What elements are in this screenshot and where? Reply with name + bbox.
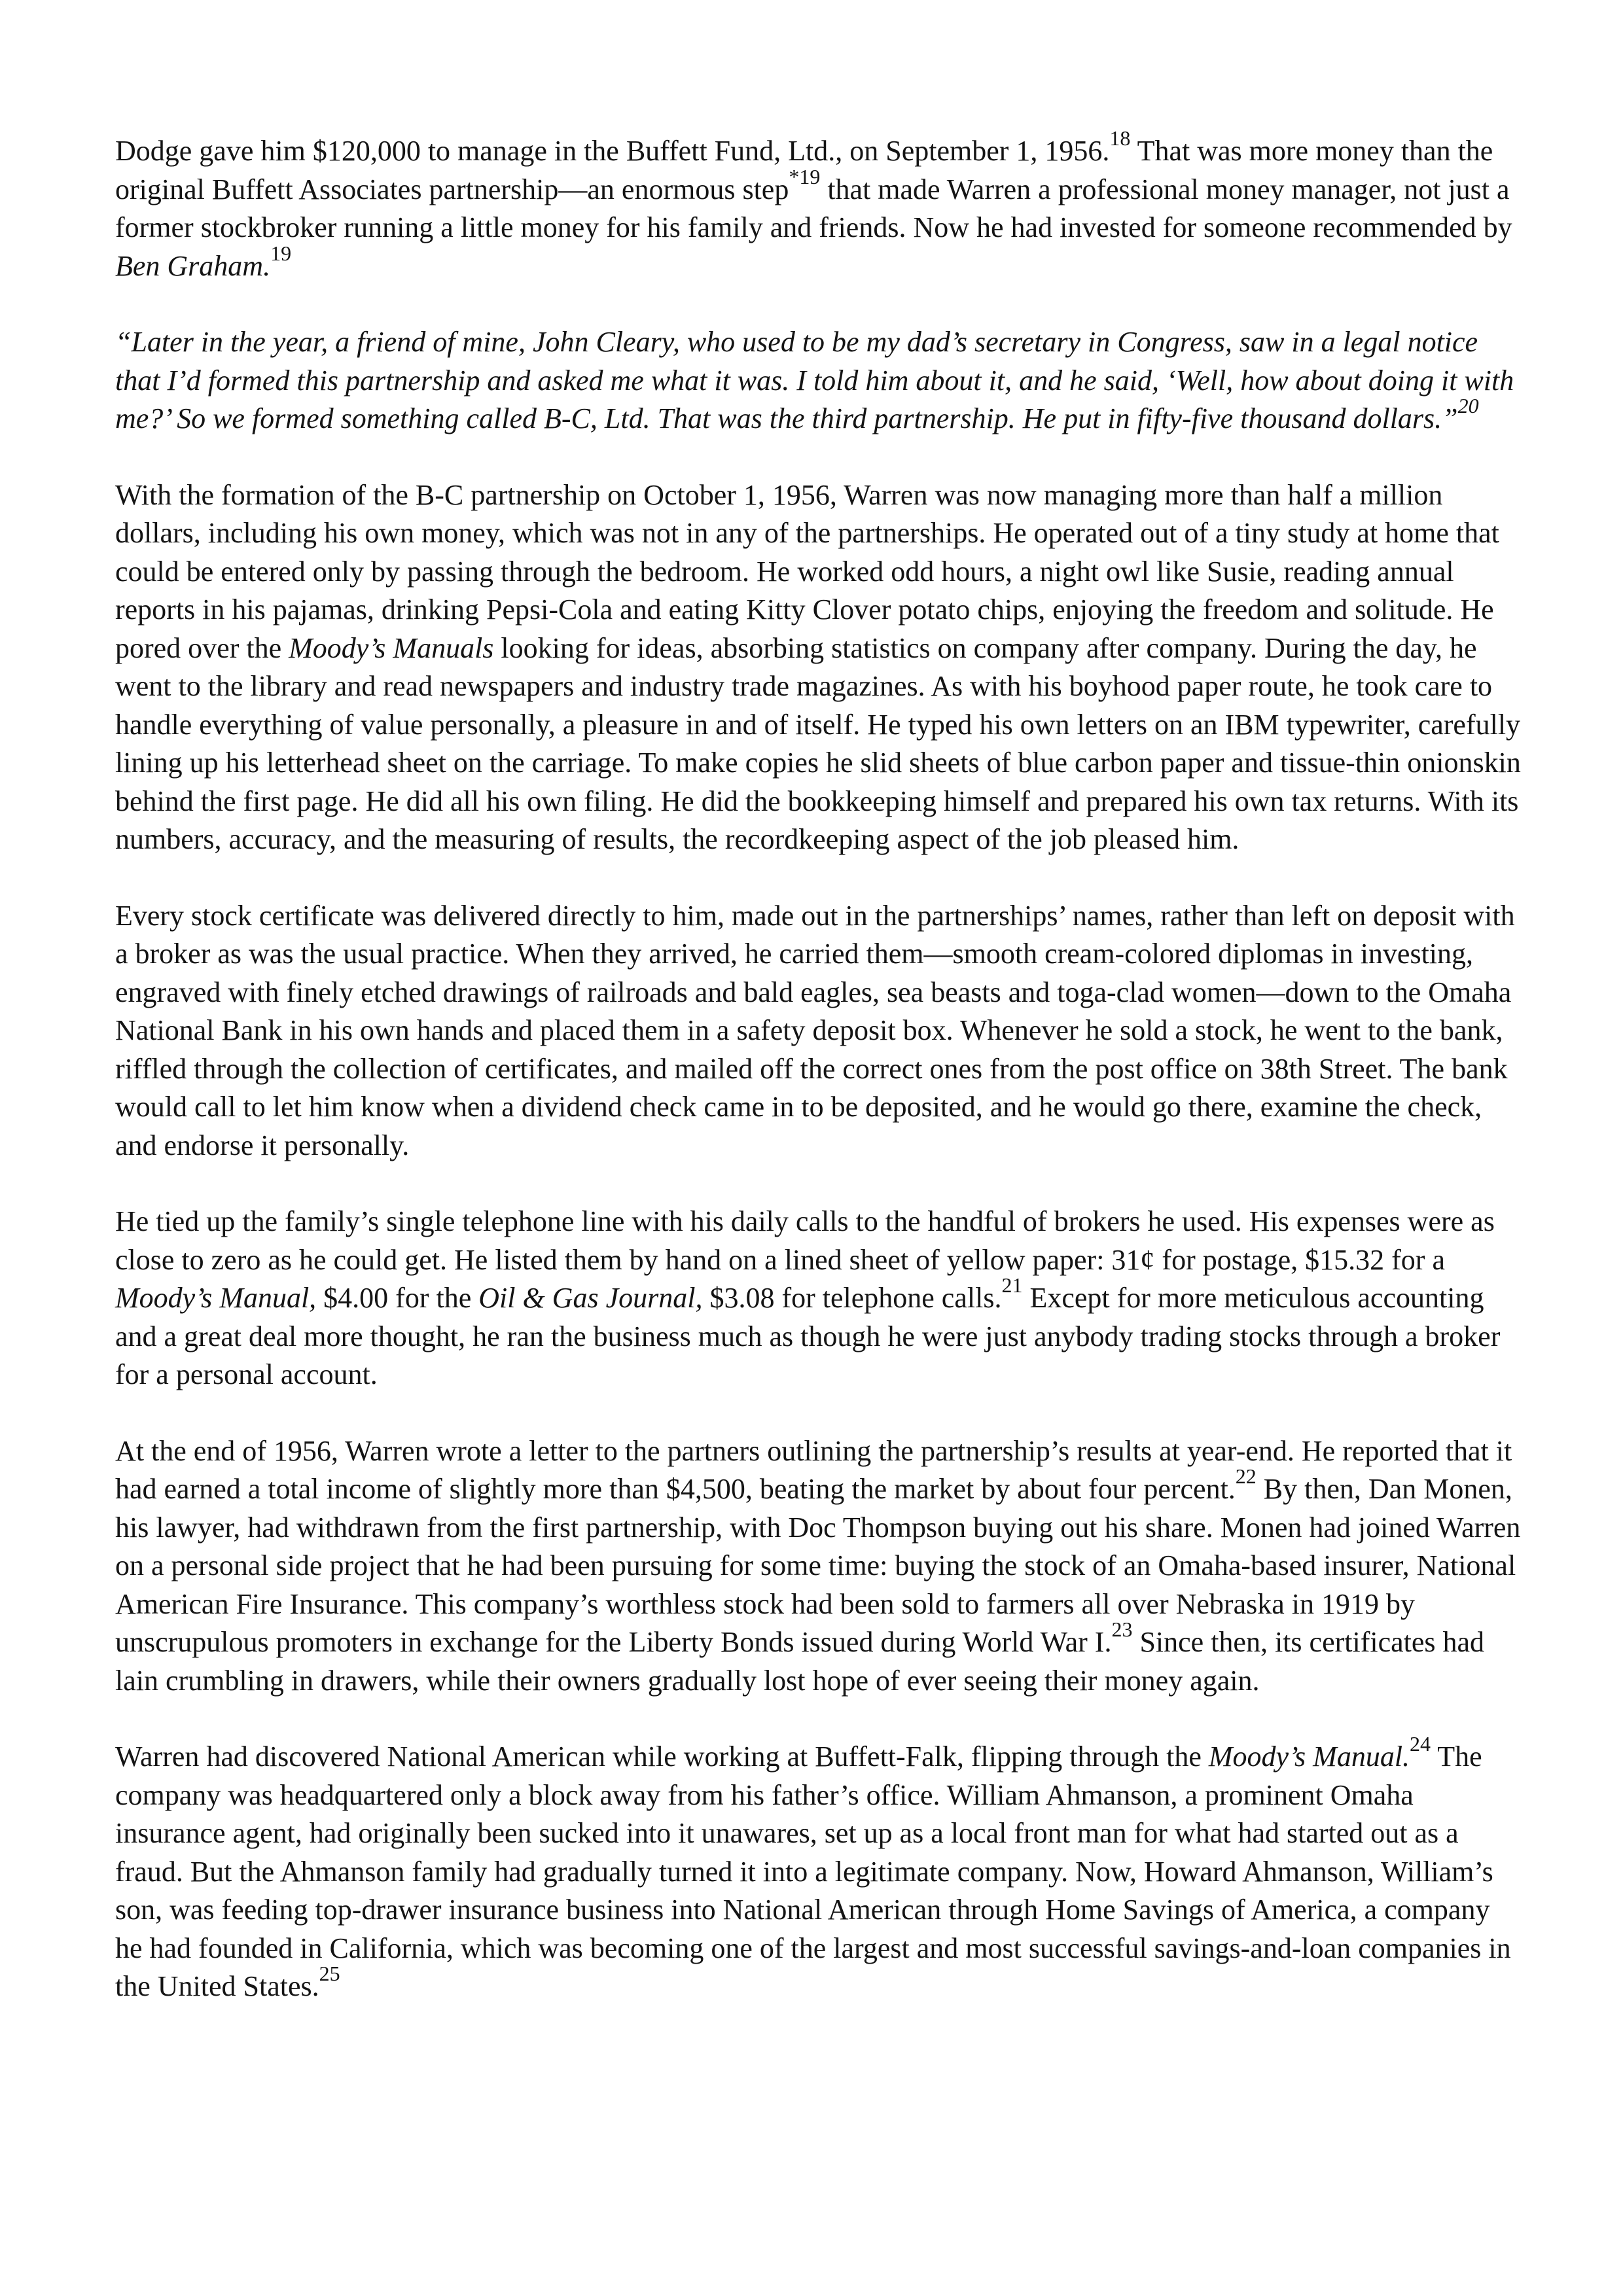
footnote-ref-25: 25	[319, 1961, 340, 1985]
footnote-ref-21: 21	[1001, 1273, 1023, 1297]
italic-run: Moody’s Manual,	[115, 1282, 317, 1314]
quote-paragraph	[115, 323, 1522, 438]
text-run: By then, Dan Monen, his lawyer, had withdrawn from the first partnership, with Doc Thompson buying out his share. Monen had joined Warren on a personal side project that he had been pursuing for some time: buying the stock of an Omaha-based insurer, National American Fire Insurance. This company’s worthless stock had been sold to farmers all over Nebraska in 1919 by unscrupulous promoters in exchange for the Liberty Bonds issued during World War I.	[115, 1473, 1521, 1658]
paragraph-7	[115, 1731, 1522, 2006]
text-run: that made Warren a professional money manager, not just a former stockbroker running a little money for his family and friends. Now he had invested for someone recommended by	[115, 173, 1512, 243]
footnote-ref-19-star: *19	[789, 164, 821, 188]
footnote-ref-22: 22	[1235, 1464, 1257, 1488]
text-run: Dodge gave him $120,000 to manage in the Buffett Fund, Ltd., on September 1, 1956.	[115, 135, 1110, 167]
text-run: looking for ideas, absorbing statistics on company after company. During the day, he went to the library and read newspapers and industry trade magazines. As with his boyhood paper route, he took care to handle everything of value personally, a pleasure in and of itself. He typed his own letters on an IBM typewriter, carefully lining up his letterhead sheet on the carriage. To make copies he slid sheets of blue carbon paper and tissue-thin onionskin behind the first page. He did all his own filing. He did the bookkeeping himself and prepared his own tax returns. With its numbers, accuracy, and the measuring of results, the recordkeeping aspect of the job pleased him.	[115, 631, 1521, 855]
text-run: That was more money than the original Buffett Associates partnership—an enormous step	[115, 135, 1493, 205]
text-run: $4.00 for the	[316, 1282, 479, 1314]
footnote-ref-18: 18	[1109, 126, 1131, 150]
text-run: Since then, its certificates had lain crumbling in drawers, while their owners gradually lost hope of ever seeing their money again.	[115, 1626, 1485, 1697]
footnote-ref-24: 24	[1410, 1731, 1431, 1756]
text-run: Except for more meticulous accounting and a great deal more thought, he ran the business much as though he were just anybody trading stocks through a broker for a personal account.	[115, 1282, 1501, 1390]
paragraph-6	[115, 1432, 1522, 1701]
text-run: $3.08 for telephone calls.	[702, 1282, 1002, 1314]
text-run: Warren had discovered National American while working at Buffett-Falk, flipping through the	[115, 1740, 1209, 1773]
text-run: With the formation of the B-C partnership on October 1, 1956, Warren was now managing more than half a million dollars, including his own money, which was not in any of the partnerships. He operated out of a tiny study at home that could be entered only by passing through the bedroom. He worked odd hours, a night owl like Susie, reading annual reports in his pajamas, drinking Pepsi-Cola and eating Kitty Clover potato chips, enjoying the freedom and solitude. He pored over the	[115, 478, 1499, 664]
paragraph-5	[115, 1203, 1522, 1394]
text-run: Every stock certificate was delivered directly to him, made out in the partnerships’ names, rather than left on deposit with a broker as was the usual practice. When they arrived, he carried them—smooth cream-colored diplomas in investing, engraved with finely etched drawings of railroads and bald eagles, sea beasts and toga-clad women—down to the Omaha National Bank in his own hands and placed them in a safety deposit box. Whenever he sold a stock, he went to the bank, riffled through the collection of certificates, and mailed off the correct ones from the post office on 38th Street. The bank would call to let him know when a dividend check came in to be deposited, and he would go there, examine the check, and endorse it personally.	[115, 899, 1515, 1161]
paragraph-3	[115, 476, 1522, 859]
paragraph-4	[115, 897, 1522, 1165]
text-run: At the end of 1956, Warren wrote a letter to the partners outlining the partnership’s results at year-end. He reported that it had earned a total income of slightly more than $4,500, beating the market by about four percent.	[115, 1434, 1512, 1505]
footnote-ref-20: 20	[1457, 393, 1479, 417]
italic-run: Moody’s Manual.	[1208, 1740, 1410, 1773]
footnote-ref-23: 23	[1111, 1617, 1133, 1641]
paragraph-1	[115, 126, 1522, 285]
italic-run: Moody’s Manuals	[289, 631, 494, 664]
quote-text: “Later in the year, a friend of mine, John Cleary, who used to be my dad’s secretary in Congress, saw in a legal notice that I’d formed this partnership and asked me what it was. I told him about it, and he said, ‘Well, how about doing it with me?’ So we formed something called B-C, Ltd. That was the third partnership. He put in fifty-five thousand dollars.”	[115, 326, 1514, 434]
text-run: The company was headquartered only a block away from his father’s office. William Ahmanson, a prominent Omaha insurance agent, had originally been sucked into it unawares, set up as a local front man for what had started out as a fraud. But the Ahmanson family had gradually turned it into a legitimate company. Now, Howard Ahmanson, William’s son, was feeding top-drawer insurance business into National American through Home Savings of America, a company he had founded in California, which was becoming one of the largest and most successful savings-and-loan companies in the United States.	[115, 1740, 1511, 2002]
italic-run: Oil & Gas Journal,	[478, 1282, 703, 1314]
document-page	[115, 126, 1522, 2006]
footnote-ref-19: 19	[270, 241, 292, 265]
italic-run: Ben Graham.	[115, 249, 271, 282]
text-run: He tied up the family’s single telephone line with his daily calls to the handful of brokers he used. His expenses were as close to zero as he could get. He listed them by hand on a lined sheet of yellow paper: 31¢ for postage, $15.32 for a	[115, 1205, 1495, 1276]
